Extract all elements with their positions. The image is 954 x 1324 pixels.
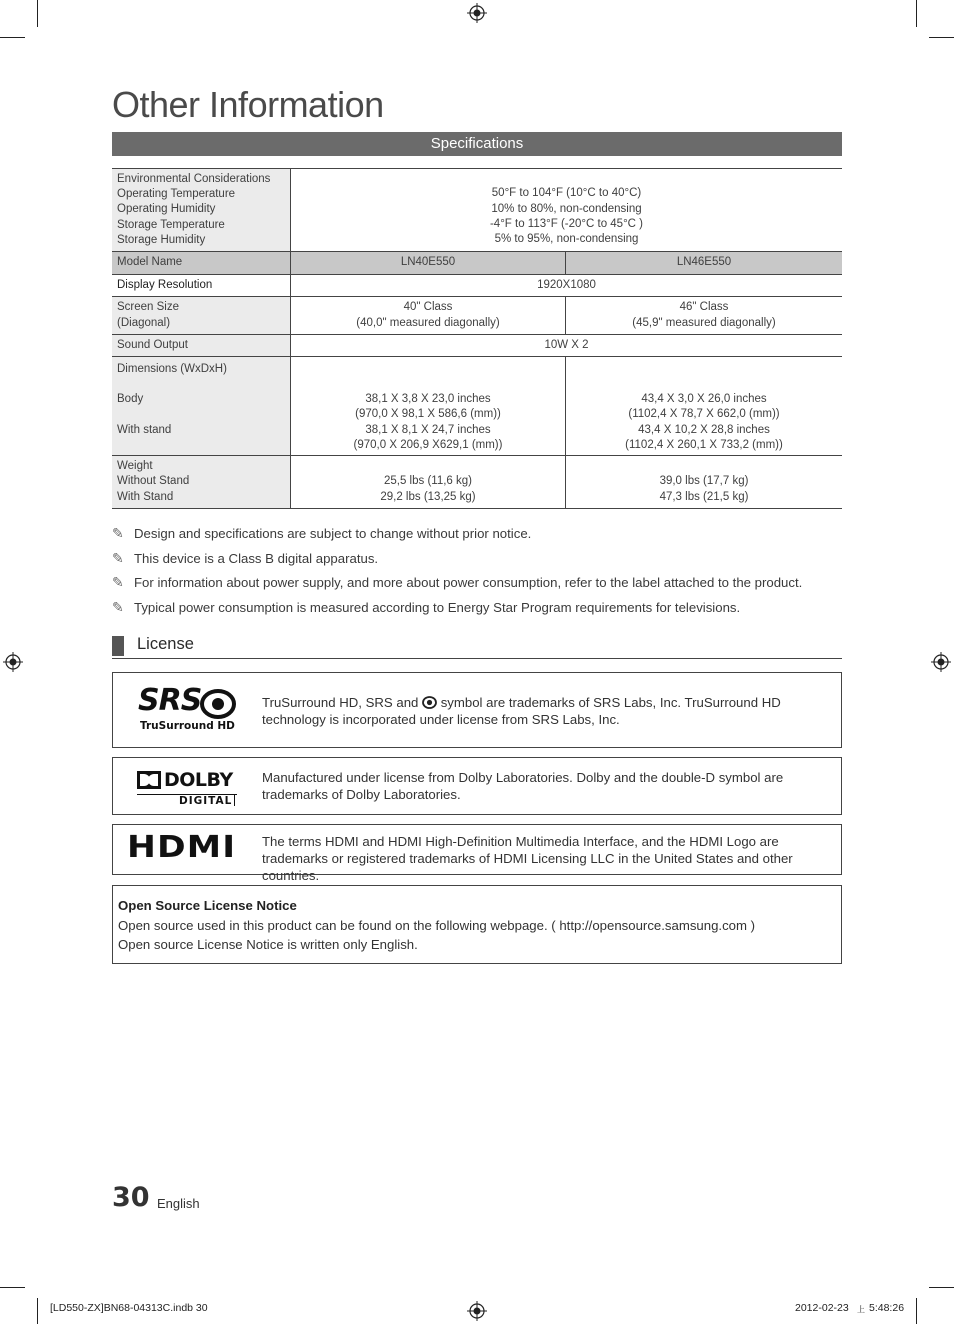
environment-label: Environmental Considerations — [117, 172, 271, 185]
registration-mark-icon — [467, 1301, 487, 1321]
hdmi-license-text: The terms HDMI and HDMI High-Definition Multimedia Interface, and the HDMI Logo are trademarks or registered trademarks of HDMI Licensing LLC in the United States and other countries. — [262, 834, 793, 883]
table-row — [112, 169, 842, 252]
screen-size-value: (40,0" measured diagonally) — [356, 316, 500, 329]
note-item — [112, 549, 852, 574]
environment-label: Storage Humidity — [117, 233, 206, 246]
dolby-license-box — [112, 757, 842, 815]
page-language: English — [157, 1196, 200, 1211]
weight-value: 25,5 lbs (11,6 kg) — [383, 475, 472, 488]
crop-mark — [0, 1287, 25, 1288]
license-title: License — [137, 635, 194, 653]
srs-logo — [138, 683, 238, 735]
table-row — [112, 297, 842, 335]
specifications-header: Specifications — [112, 132, 842, 156]
note-text: This device is a Class B digital apparatus. — [134, 550, 379, 566]
screen-size-value: 46" Class — [679, 301, 729, 314]
note-text: Typical power consumption is measured according to Energy Star Program requirements for televisions. — [134, 599, 741, 615]
weight-label-line: Without Stand — [117, 475, 190, 488]
open-source-notice-box — [112, 885, 842, 964]
dolby-logo-text: DOLBY — [164, 769, 233, 791]
display-resolution-label: Display Resolution — [112, 275, 291, 297]
dolby-logo — [137, 769, 241, 807]
pencil-note-icon: ✎ — [112, 549, 124, 566]
license-section-header — [112, 634, 842, 659]
dimensions-value: 38,1 X 3,8 X 23,0 inches — [365, 393, 491, 405]
environment-label: Storage Temperature — [117, 218, 225, 231]
note-text: Design and specifications are subject to change without prior notice. — [134, 526, 532, 541]
weight-label-line: Weight — [117, 460, 153, 473]
dimensions-a — [291, 357, 566, 456]
table-row — [112, 456, 842, 509]
crop-mark — [37, 1298, 38, 1324]
dimensions-value: 43,4 X 3,0 X 26,0 inches — [641, 393, 767, 405]
dimensions-label-line: Dimensions (WxDxH) — [117, 363, 227, 375]
dolby-logo-subtext: DIGITAL — [179, 795, 233, 807]
page-number: 30 — [112, 1182, 150, 1213]
section-marker — [112, 636, 124, 656]
crop-mark — [0, 37, 25, 38]
dimensions-value: (1102,4 X 260,1 X 733,2 (mm)) — [625, 438, 783, 451]
environment-label: Operating Temperature — [117, 188, 236, 201]
crop-mark — [916, 1298, 917, 1324]
crop-mark — [929, 1287, 954, 1288]
dimensions-value: 38,1 X 8,1 X 24,7 inches — [365, 423, 491, 436]
weight-value: 39,0 lbs (17,7 kg) — [659, 475, 749, 488]
model-name-label: Model Name — [112, 252, 291, 275]
specifications-table — [112, 168, 842, 509]
hdmi-logo — [127, 830, 245, 865]
screen-size-value: 40" Class — [403, 301, 453, 314]
table-row — [112, 275, 842, 297]
srs-license-text — [262, 694, 842, 728]
environment-value: 5% to 95%, non-condensing — [494, 233, 639, 246]
dimensions-value: (970,0 X 206,9 X629,1 (mm)) — [353, 438, 503, 451]
srs-symbol-icon — [422, 696, 437, 709]
note-text: For information about power supply, and more about power consumption, refer to the label attached to the product. — [134, 575, 803, 591]
note-item — [112, 598, 852, 623]
weight-value: 29,2 lbs (13,25 kg) — [380, 490, 476, 503]
model-a: LN40E550 — [291, 252, 566, 275]
dimensions-b — [566, 357, 843, 456]
table-row — [112, 335, 842, 357]
weight-label — [112, 456, 291, 509]
srs-logo-subtext: TruSurround HD — [140, 720, 235, 732]
environment-labels — [112, 169, 291, 252]
environment-value: 10% to 80%, non-condensing — [491, 202, 642, 215]
weight-label-line: With Stand — [117, 490, 174, 503]
display-resolution-value: 1920X1080 — [291, 275, 843, 297]
screen-size-label-line: (Diagonal) — [117, 316, 171, 329]
sound-output-value: 10W X 2 — [291, 335, 843, 357]
screen-size-label-line: Screen Size — [117, 301, 180, 314]
weight-a — [291, 456, 566, 509]
crop-mark — [929, 37, 954, 38]
srs-logo-text: SRS — [138, 683, 202, 718]
registration-mark-icon — [467, 3, 487, 23]
table-row — [112, 252, 842, 275]
dimensions-value: (970,0 X 98,1 X 586,6 (mm)) — [355, 408, 501, 421]
srs-text-part: symbol are trademarks of SRS Labs, Inc. TruSurround HD technology is incorporated under license from SRS Labs, Inc. — [262, 695, 781, 727]
environment-label: Operating Humidity — [117, 203, 216, 216]
footer-date: 2012-02-23 — [795, 1302, 849, 1314]
table-row — [112, 357, 842, 456]
registration-mark-icon — [3, 652, 23, 672]
footer-time: 5:48:26 — [869, 1302, 905, 1314]
note-item — [112, 573, 852, 598]
screen-size-a — [291, 297, 566, 335]
footer-time-prefix: 上 — [857, 1305, 865, 1314]
oss-line: Open source used in this product can be found on the following webpage. ( http://opensource.samsung.com ) — [118, 917, 756, 933]
hdmi-logo-text: HDMI — [127, 830, 237, 865]
environment-value: 50°F to 104°F (10°C to 40°C) — [491, 187, 642, 200]
dimensions-label-line: Body — [117, 393, 144, 406]
srs-circle-icon — [200, 689, 236, 719]
dolby-license-text: Manufactured under license from Dolby Laboratories. Dolby and the double-D symbol are trademarks of Dolby Laboratories. — [262, 770, 784, 802]
dimensions-label-line: With stand — [117, 423, 172, 436]
pencil-note-icon: ✎ — [112, 598, 124, 615]
srs-text-part: TruSurround HD, SRS and — [262, 695, 423, 710]
srs-license-box — [112, 672, 842, 748]
note-item — [112, 524, 852, 549]
pencil-note-icon: ✎ — [112, 525, 124, 541]
oss-title: Open Source License Notice — [118, 898, 297, 913]
footer-filename: [LD550-ZX]BN68-04313C.indb 30 — [50, 1302, 208, 1314]
weight-value: 47,3 lbs (21,5 kg) — [659, 490, 749, 503]
registration-mark-icon — [931, 652, 951, 672]
model-b: LN46E550 — [566, 252, 843, 275]
crop-mark — [916, 0, 917, 27]
dimensions-label — [112, 357, 291, 456]
pencil-note-icon: ✎ — [112, 574, 124, 591]
double-d-icon — [137, 771, 161, 789]
crop-mark — [37, 0, 38, 27]
screen-size-label — [112, 297, 291, 335]
dimensions-value: 43,4 X 10,2 X 28,8 inches — [638, 423, 770, 436]
sound-output-label: Sound Output — [112, 335, 291, 357]
page-title: Other Information — [112, 84, 384, 125]
oss-line: Open source License Notice is written only English. — [118, 937, 418, 952]
screen-size-b — [566, 297, 843, 335]
environment-value: -4°F to 113°F (-20°C to 45°C ) — [489, 218, 644, 230]
open-source-notice — [118, 896, 755, 955]
dimensions-value: (1102,4 X 78,7 X 662,0 (mm)) — [628, 408, 780, 421]
screen-size-value: (45,9" measured diagonally) — [632, 316, 776, 329]
notes-list — [112, 524, 852, 622]
weight-b — [566, 456, 843, 509]
hdmi-license-box — [112, 824, 842, 883]
environment-values — [291, 169, 843, 252]
